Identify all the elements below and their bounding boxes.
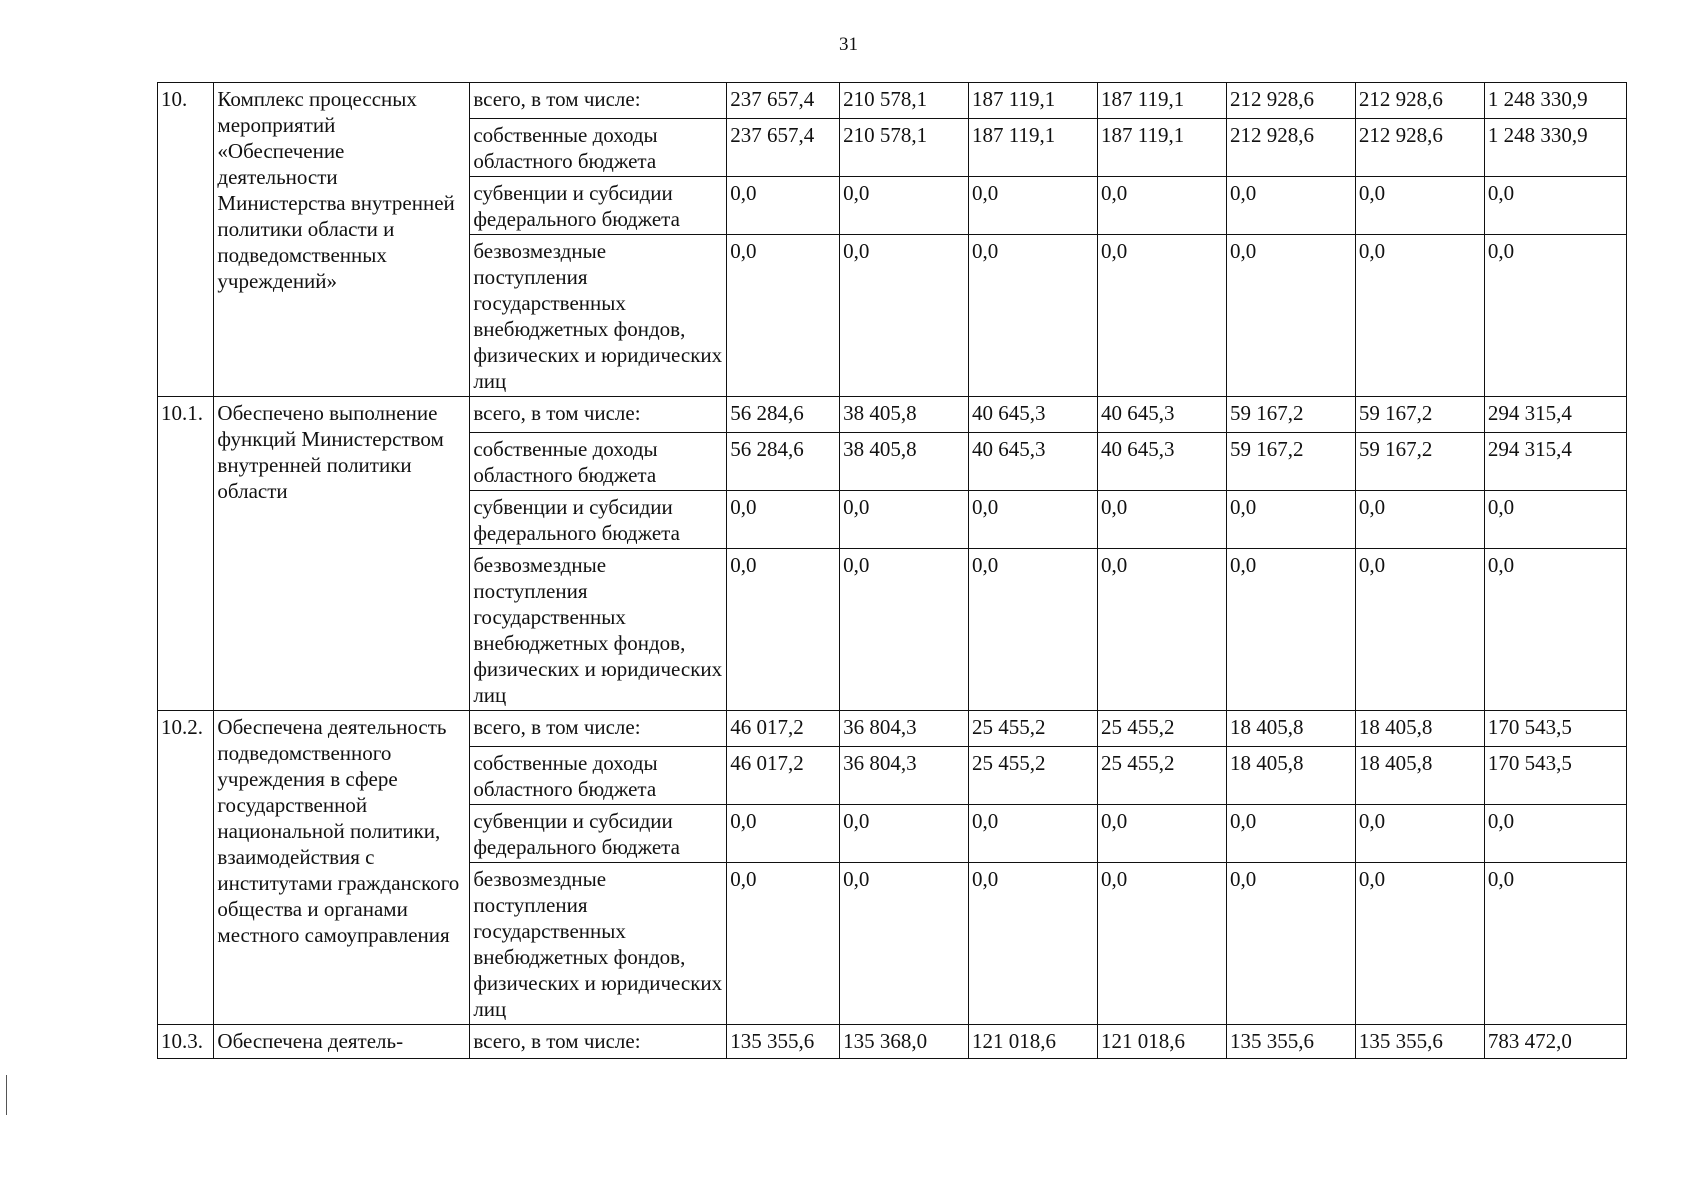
amount-cell: 0,0 (1098, 177, 1227, 235)
table-row (158, 397, 1627, 433)
amount-cell: 0,0 (727, 177, 840, 235)
amount-cell: 135 368,0 (840, 1025, 969, 1059)
amount-cell: 187 119,1 (969, 83, 1098, 119)
amount-cell: 25 455,2 (1098, 747, 1227, 805)
amount-cell: 0,0 (840, 805, 969, 863)
amount-cell: 0,0 (969, 235, 1098, 397)
amount-cell: 0,0 (840, 177, 969, 235)
amount-cell: 36 804,3 (840, 711, 969, 747)
table-row (158, 711, 1627, 747)
amount-cell: 36 804,3 (840, 747, 969, 805)
funding-source: субвенции и субсидии федерального бюджета (470, 491, 727, 549)
funding-source: всего, в том числе: (470, 1025, 727, 1059)
item-number: 10.3. (158, 1025, 214, 1059)
item-number: 10.1. (158, 397, 214, 711)
amount-cell: 0,0 (1355, 805, 1484, 863)
amount-cell: 0,0 (727, 549, 840, 711)
amount-cell: 0,0 (1355, 491, 1484, 549)
amount-cell: 0,0 (1484, 235, 1626, 397)
funding-source: всего, в том числе: (470, 711, 727, 747)
amount-cell: 212 928,6 (1226, 119, 1355, 177)
amount-cell: 0,0 (727, 805, 840, 863)
amount-cell: 0,0 (969, 177, 1098, 235)
amount-cell: 0,0 (1355, 235, 1484, 397)
amount-cell: 294 315,4 (1484, 397, 1626, 433)
table-row (158, 83, 1627, 119)
amount-cell: 0,0 (727, 863, 840, 1025)
item-name: Обеспечена деятель- (214, 1025, 470, 1059)
item-name: Комплекс процессных мероприятий «Обеспечение деятельности Министерства внутренней политики области и подведомственных учреждений» (214, 83, 470, 397)
amount-cell: 0,0 (969, 863, 1098, 1025)
amount-cell: 0,0 (1484, 177, 1626, 235)
amount-cell: 0,0 (1226, 491, 1355, 549)
amount-cell: 0,0 (727, 235, 840, 397)
amount-cell: 40 645,3 (969, 433, 1098, 491)
amount-cell: 135 355,6 (1355, 1025, 1484, 1059)
amount-cell: 237 657,4 (727, 119, 840, 177)
amount-cell: 212 928,6 (1355, 119, 1484, 177)
table-row (158, 1025, 1627, 1059)
amount-cell: 0,0 (1355, 549, 1484, 711)
amount-cell: 121 018,6 (1098, 1025, 1227, 1059)
amount-cell: 1 248 330,9 (1484, 83, 1626, 119)
amount-cell: 212 928,6 (1226, 83, 1355, 119)
amount-cell: 170 543,5 (1484, 747, 1626, 805)
table-body (158, 83, 1627, 1059)
funding-source: субвенции и субсидии федерального бюджета (470, 177, 727, 235)
funding-source: безвозмездные поступления государственных внебюджетных фондов, физических и юридических лиц (470, 235, 727, 397)
amount-cell: 38 405,8 (840, 397, 969, 433)
amount-cell: 135 355,6 (727, 1025, 840, 1059)
amount-cell: 187 119,1 (1098, 119, 1227, 177)
item-name: Обеспечена деятельность подведомственного учреждения в сфере государственной национальной политики, взаимодействия с институтами гражданского общества и органами местного самоуправления (214, 711, 470, 1025)
amount-cell: 0,0 (840, 235, 969, 397)
amount-cell: 783 472,0 (1484, 1025, 1626, 1059)
amount-cell: 170 543,5 (1484, 711, 1626, 747)
amount-cell: 40 645,3 (1098, 433, 1227, 491)
funding-source: субвенции и субсидии федерального бюджета (470, 805, 727, 863)
budget-table (157, 82, 1627, 1059)
amount-cell: 0,0 (1484, 863, 1626, 1025)
amount-cell: 212 928,6 (1355, 83, 1484, 119)
item-name: Обеспечено выполнение функций Министерством внутренней политики области (214, 397, 470, 711)
amount-cell: 0,0 (1355, 863, 1484, 1025)
amount-cell: 59 167,2 (1355, 397, 1484, 433)
amount-cell: 0,0 (1484, 491, 1626, 549)
amount-cell: 56 284,6 (727, 433, 840, 491)
item-number: 10. (158, 83, 214, 397)
amount-cell: 0,0 (1226, 235, 1355, 397)
amount-cell: 40 645,3 (969, 397, 1098, 433)
funding-source: всего, в том числе: (470, 83, 727, 119)
amount-cell: 135 355,6 (1226, 1025, 1355, 1059)
funding-source: безвозмездные поступления государственных внебюджетных фондов, физических и юридических лиц (470, 863, 727, 1025)
amount-cell: 59 167,2 (1355, 433, 1484, 491)
amount-cell: 294 315,4 (1484, 433, 1626, 491)
amount-cell: 0,0 (969, 805, 1098, 863)
scan-mark (6, 1075, 7, 1115)
amount-cell: 59 167,2 (1226, 397, 1355, 433)
amount-cell: 0,0 (1098, 491, 1227, 549)
amount-cell: 0,0 (1226, 549, 1355, 711)
funding-source: всего, в том числе: (470, 397, 727, 433)
amount-cell: 18 405,8 (1226, 711, 1355, 747)
amount-cell: 25 455,2 (969, 747, 1098, 805)
funding-source: собственные доходы областного бюджета (470, 119, 727, 177)
amount-cell: 121 018,6 (969, 1025, 1098, 1059)
amount-cell: 0,0 (1484, 549, 1626, 711)
item-number: 10.2. (158, 711, 214, 1025)
amount-cell: 0,0 (1226, 863, 1355, 1025)
amount-cell: 0,0 (1355, 177, 1484, 235)
amount-cell: 0,0 (1098, 863, 1227, 1025)
amount-cell: 0,0 (1098, 805, 1227, 863)
amount-cell: 210 578,1 (840, 119, 969, 177)
funding-source: собственные доходы областного бюджета (470, 747, 727, 805)
amount-cell: 0,0 (1226, 805, 1355, 863)
amount-cell: 0,0 (1098, 549, 1227, 711)
amount-cell: 56 284,6 (727, 397, 840, 433)
amount-cell: 0,0 (727, 491, 840, 549)
amount-cell: 25 455,2 (969, 711, 1098, 747)
funding-source: собственные доходы областного бюджета (470, 433, 727, 491)
amount-cell: 0,0 (1098, 235, 1227, 397)
amount-cell: 237 657,4 (727, 83, 840, 119)
amount-cell: 25 455,2 (1098, 711, 1227, 747)
amount-cell: 0,0 (840, 863, 969, 1025)
amount-cell: 46 017,2 (727, 711, 840, 747)
amount-cell: 18 405,8 (1355, 747, 1484, 805)
amount-cell: 18 405,8 (1226, 747, 1355, 805)
amount-cell: 0,0 (840, 549, 969, 711)
amount-cell: 210 578,1 (840, 83, 969, 119)
amount-cell: 40 645,3 (1098, 397, 1227, 433)
amount-cell: 0,0 (1226, 177, 1355, 235)
amount-cell: 187 119,1 (1098, 83, 1227, 119)
page-number: 31 (839, 34, 858, 55)
amount-cell: 187 119,1 (969, 119, 1098, 177)
funding-source: безвозмездные поступления государственных внебюджетных фондов, физических и юридических лиц (470, 549, 727, 711)
amount-cell: 0,0 (840, 491, 969, 549)
amount-cell: 0,0 (1484, 805, 1626, 863)
amount-cell: 0,0 (969, 491, 1098, 549)
amount-cell: 1 248 330,9 (1484, 119, 1626, 177)
amount-cell: 38 405,8 (840, 433, 969, 491)
amount-cell: 59 167,2 (1226, 433, 1355, 491)
amount-cell: 46 017,2 (727, 747, 840, 805)
amount-cell: 0,0 (969, 549, 1098, 711)
amount-cell: 18 405,8 (1355, 711, 1484, 747)
